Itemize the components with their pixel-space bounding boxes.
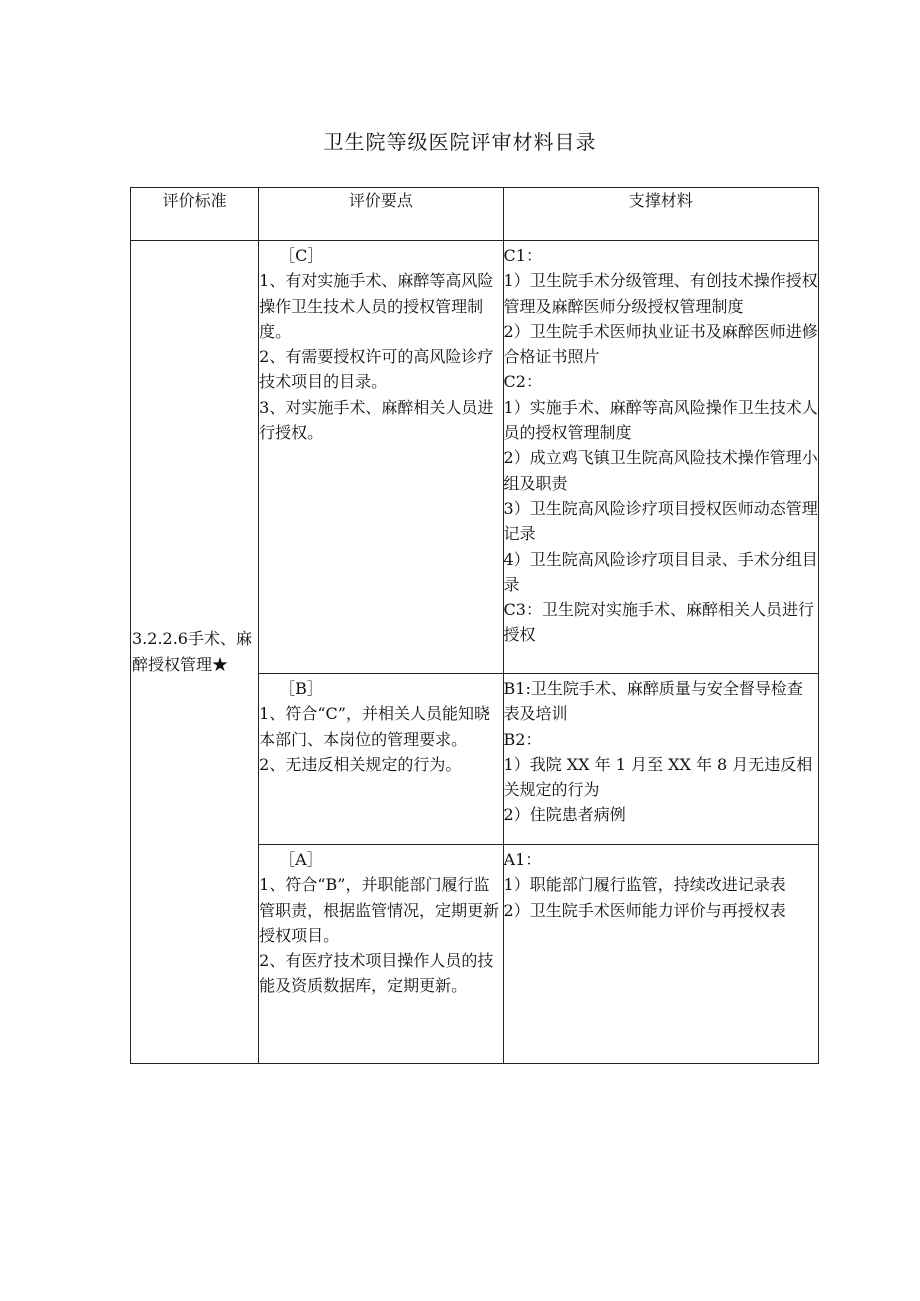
level-label-c: ［C］ [279, 246, 324, 265]
materials-cell-c [503, 241, 818, 674]
table-row-level-c [131, 241, 819, 674]
level-label-a: ［A］ [279, 850, 323, 869]
material-item: 2）成立鸡飞镇卫生院高风险技术操作管理小组及职责 [503, 448, 818, 493]
table-header-row [131, 188, 819, 241]
point-item: 1、符合“C”，并相关人员能知晓本部门、本岗位的管理要求。 [259, 704, 490, 749]
material-item: A1： [503, 850, 542, 869]
point-item: 1、有对实施手术、麻醉等高风险操作卫生技术人员的授权管理制度。 [259, 271, 494, 341]
material-item: C3：卫生院对实施手术、麻醉相关人员进行授权 [503, 600, 814, 645]
header-points: 评价要点 [259, 188, 503, 241]
material-item: 1）卫生院手术分级管理、有创技术操作授权管理及麻醉医师分级授权管理制度 [503, 271, 818, 316]
point-item: 3、对实施手术、麻醉相关人员进行授权。 [259, 397, 494, 443]
level-label-b: ［B］ [279, 679, 323, 698]
material-item: B2： [503, 729, 542, 749]
standard-code: 3.2.2.6 [132, 629, 188, 648]
points-cell-b [259, 674, 503, 845]
material-item: C1： [503, 246, 542, 265]
point-item: 2、无违反相关规定的行为。 [259, 754, 462, 774]
material-item: 1）职能部门履行监管，持续改进记录表 [503, 875, 786, 895]
material-item: 2）卫生院手术医师能力评价与再授权表 [503, 900, 786, 920]
standard-cell [131, 241, 259, 1064]
materials-cell-a [503, 845, 818, 1064]
point-item: 1、符合“B”，并职能部门履行监管职责，根据监管情况，定期更新授权项目。 [259, 875, 500, 945]
material-item: 3）卫生院高风险诊疗项目授权医师动态管理记录 [503, 498, 818, 544]
standard-text: 手术、麻醉授权管理★ [132, 629, 252, 674]
points-cell-c [259, 241, 503, 674]
header-materials: 支撑材料 [503, 188, 818, 241]
material-item: 1）实施手术、麻醉等高风险操作卫生技术人员的授权管理制度 [503, 397, 818, 443]
point-item: 2、有需要授权许可的高风险诊疗技术项目的目录。 [259, 347, 494, 392]
material-item: C2： [503, 372, 542, 392]
material-item: 1）我院 XX 年 1 月至 XX 年 8 月无违反相关规定的行为 [503, 754, 813, 800]
header-standard: 评价标准 [131, 188, 259, 241]
material-item: 4）卫生院高风险诊疗项目目录、手术分组目录 [503, 549, 818, 594]
material-item: B1:卫生院手术、麻醉质量与安全督导检查表及培训 [503, 679, 803, 724]
material-item: 2）住院患者病例 [503, 805, 626, 825]
point-item: 2、有医疗技术项目操作人员的技能及资质数据库，定期更新。 [259, 951, 494, 996]
materials-cell-b [503, 674, 818, 845]
review-materials-table [130, 187, 819, 1064]
points-cell-a [259, 845, 503, 1064]
material-item: 2）卫生院手术医师执业证书及麻醉医师进修合格证书照片 [503, 321, 818, 367]
page-title: 卫生院等级医院评审材料目录 [323, 130, 597, 154]
